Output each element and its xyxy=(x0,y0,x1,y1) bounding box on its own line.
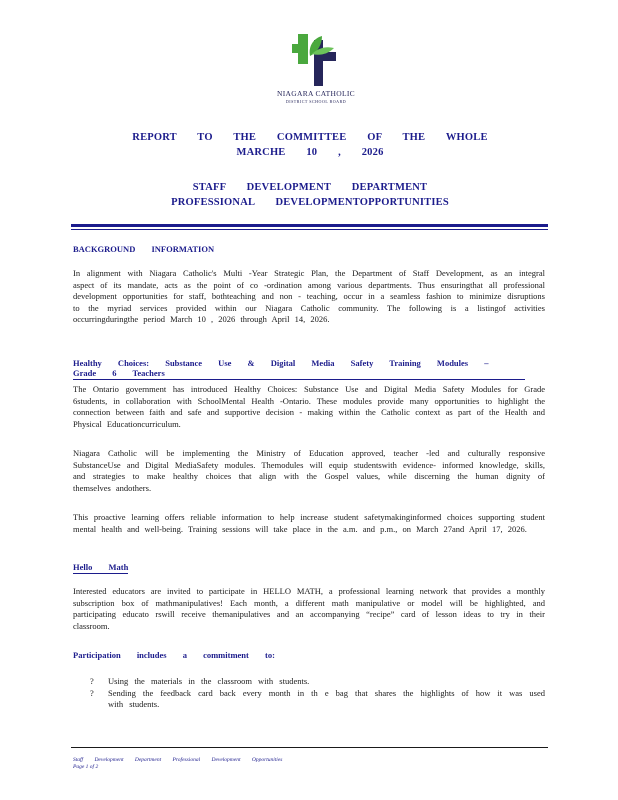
bullet-mark: ? xyxy=(90,676,94,686)
hello-math-heading: Hello Math xyxy=(73,562,129,572)
logo-subtitle: DISTRICT SCHOOL BOARD xyxy=(285,98,347,104)
page-number: Page 1 of 2 xyxy=(73,764,99,770)
list-item-text: Using the materials in the classroom with students. xyxy=(108,676,310,686)
healthy-choices-paragraph-3: This proactive learning offers reliable information to help increase student safetymakinginformed choices supporting student mental health and well-being. Training sessions will take place in the a.m. and p.m., on March 27and April 17, 2026. xyxy=(73,512,545,534)
footer-department: Staff Development Department Professional Development Opportunities xyxy=(73,757,283,763)
report-title-line1: REPORT TO THE COMMITTEE OF THE WHOLE xyxy=(132,132,488,143)
participation-heading: Participation includes a commitment to: xyxy=(73,650,275,660)
report-subject: PROFESSIONAL DEVELOPMENTOPPORTUNITIES xyxy=(171,197,449,208)
report-date: MARCHE 10 , 2026 xyxy=(236,147,384,158)
bullet-mark: ? xyxy=(90,687,94,698)
cross-leaf-icon xyxy=(290,30,342,88)
board-logo xyxy=(276,30,356,104)
list-item-text: Sending the feedback card back every month in th e bag that shares the highlights of how it was used with students. xyxy=(108,687,545,710)
footer-rule xyxy=(71,747,548,748)
list-item xyxy=(90,676,545,688)
report-title xyxy=(60,130,560,160)
department-name: STAFF DEVELOPMENT DEPARTMENT xyxy=(192,182,428,193)
hello-math-paragraph: Interested educators are invited to participate in HELLO MATH, a professional learning network that provides a monthly subscription box of mathmanipulatives! Each month, a different math manipulative or model will be highlighted, and participating educato rswill receive themanipulatives and an accompanying “recipe” card of lesson ideas to try in their classroom. xyxy=(73,586,545,631)
title-rule-thick xyxy=(71,224,548,227)
healthy-choices-heading: Healthy Choices: Substance Use & Digital Media Safety Training Modules – Grade 6 Teachers xyxy=(73,358,525,380)
list-item xyxy=(90,688,545,711)
healthy-choices-paragraph-2: Niagara Catholic will be implementing the Ministry of Education approved, teacher -led and culturally responsive SubstanceUse and Digital MediaSafety modules. Themodules will equip studentswith evidence- informed knowledge, skills, and strategies to make healthy choices that align with the Gospel values, while discerning the human dignity of themselves andothers. xyxy=(73,448,545,493)
participation-list xyxy=(90,676,545,711)
background-paragraph: In alignment with Niagara Catholic's Multi -Year Strategic Plan, the Department of Staff Development, as an integral aspect of its mandate, acts as the point of co -ordination among various departments. Thus ensuringthat all professional development opportunities for staff, bothteaching and non - teaching, occur in a seamless fashion to minimize disruptions to the myriad services provided within our Niagara Catholic community. The following is a listingof activities occurringduringthe period March 10 , 2026 through April 14, 2026. xyxy=(73,268,545,325)
department-title xyxy=(60,180,560,210)
healthy-choices-paragraph-1: The Ontario government has introduced Healthy Choices: Substance Use and Digital Media Safety Modules for Grade 6students, in collaboration with SchoolMental Health -Ontario. These modules provide many opportunities to highlight the connection between faith and safe and supportive decision - making within the Catholic context as part of the Health and Physical Educationcurriculum. xyxy=(73,384,545,429)
title-rule-thin xyxy=(71,229,548,230)
page-footer xyxy=(73,757,282,771)
logo-name: NIAGARA CATHOLIC xyxy=(277,89,355,98)
background-heading: BACKGROUND INFORMATION xyxy=(73,244,215,254)
